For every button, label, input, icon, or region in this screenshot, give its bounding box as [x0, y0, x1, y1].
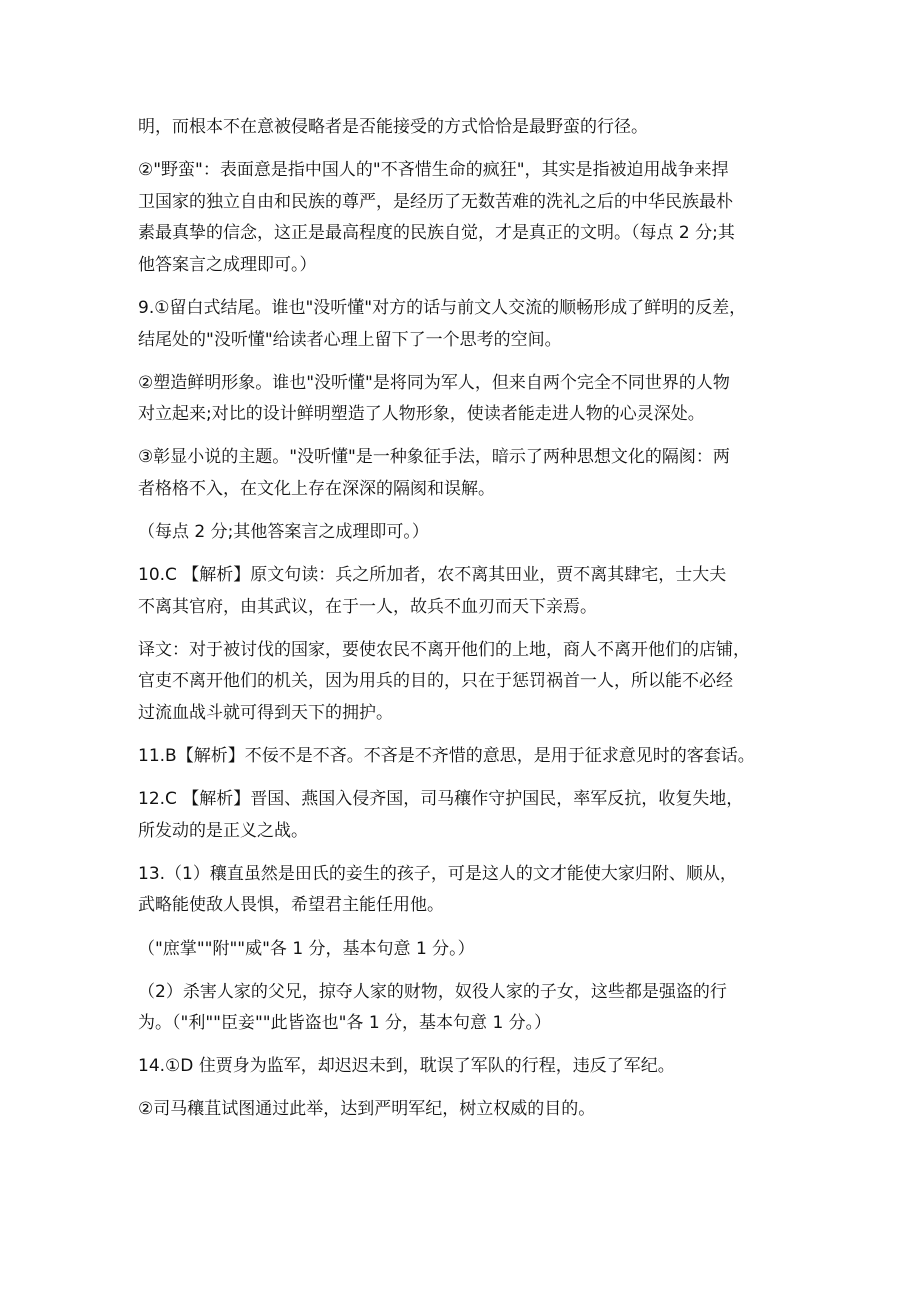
paragraph-item-8-2	[138, 155, 788, 281]
paragraph-item-14-1	[138, 1051, 788, 1083]
paragraph-item-9-2	[138, 368, 788, 431]
text-line: 10.C 【解析】原文句读：兵之所加者，农不离其田业，贾不离其肆宅，士大夫	[138, 565, 727, 586]
text-line: 对立起来;对比的设计鲜明塑造了人物形象，使读者能走进人物的心灵深处。	[138, 404, 705, 425]
text-line: 为。（"利""臣妾""此皆盗也"各 1 分，基本句意 1 分。）	[138, 1013, 552, 1034]
text-line: 他答案言之成理即可。）	[138, 254, 317, 275]
paragraph-item-9-3	[138, 442, 788, 505]
paragraph-item-9-1	[138, 293, 788, 356]
text-line: ②司马穰苴试图通过此举，达到严明军纪，树立权威的目的。	[138, 1099, 596, 1120]
text-line: 结尾处的"没听懂"给读者心理上留下了一个思考的空间。	[138, 329, 562, 350]
text-line: 不离其官府，由其武议，在于一人，故兵不血刃而天下亲焉。	[138, 596, 597, 617]
text-line: 译文：对于被讨伐的国家，要使农民不离开他们的上地，商人不离开他们的店铺，	[138, 639, 750, 660]
paragraph-item-13-1	[138, 859, 788, 922]
text-line: ②塑造鲜明形象。谁也"没听懂"是将同为军人，但来自两个完全不同世界的人物	[138, 372, 730, 393]
text-line: 14.①D 住贾身为监军，却迟迟未到，耽误了军队的行程，违反了军纪。	[138, 1056, 675, 1077]
text-line: 卫国家的独立自由和民族的尊严，是经历了无数苦难的洗礼之后的中华民族最朴	[138, 191, 733, 212]
text-line: 所发动的是正义之战。	[138, 820, 308, 841]
text-line: ②"野蛮"：表面意是指中国人的"不吝惜生命的疯狂"，其实是指被迫用战争来捍	[138, 160, 729, 181]
text-line: 12.C 【解析】晋国、燕国入侵齐国，司马穰作守护国民，率军反抗，收复失地，	[138, 789, 744, 810]
paragraph-item-10-translation	[138, 635, 788, 730]
text-line: 武略能使敌人畏惧，希望君主能任用他。	[138, 895, 444, 916]
paragraph-item-13-2	[138, 977, 788, 1040]
paragraph-continuation	[138, 112, 788, 144]
text-line: （2）杀害人家的父兄，掠夺人家的财物，奴役人家的子女，这些都是强盗的行	[138, 981, 727, 1002]
text-line: （"庶掌""附""威"各 1 分，基本句意 1 分。）	[138, 938, 475, 959]
text-line: 明，而根本不在意被侵略者是否能接受的方式恰恰是最野蛮的行径。	[138, 117, 648, 137]
text-line: 素最真挚的信念，这正是最高程度的民族自觉，才是真正的文明。（每点 2 分;其	[138, 223, 735, 244]
text-line: 11.B【解析】不佞不是不吝。不吝是不齐惜的意思，是用于征求意见时的客套话。	[138, 746, 755, 767]
text-line: 13.（1）穰直虽然是田氏的妾生的孩子，可是这人的文才能使大家归附、顺从，	[138, 863, 737, 884]
text-line: ③彰显小说的主题。"没听懂"是一种象征手法，暗示了两种思想文化的隔阂：两	[138, 447, 730, 468]
paragraph-item-14-2	[138, 1094, 788, 1126]
paragraph-item-13-1-scoring	[138, 934, 788, 966]
paragraph-item-10	[138, 560, 788, 623]
paragraph-item-11	[138, 741, 788, 773]
text-line: 过流血战斗就可得到天下的拥护。	[138, 703, 393, 723]
text-line: （每点 2 分;其他答案言之成理即可。）	[138, 522, 429, 543]
paragraph-item-9-scoring	[138, 517, 788, 549]
text-line: 官吏不离开他们的机关，因为用兵的目的，只在于惩罚祸首一人，所以能不必经	[138, 671, 733, 692]
document-page	[138, 112, 788, 1138]
paragraph-item-12	[138, 784, 788, 847]
text-line: 者格格不入，在文化上存在深深的隔阂和误解。	[138, 478, 495, 499]
text-line: 9.①留白式结尾。谁也"没听懂"对方的话与前文人交流的顺畅形成了鲜明的反差，	[138, 297, 747, 318]
